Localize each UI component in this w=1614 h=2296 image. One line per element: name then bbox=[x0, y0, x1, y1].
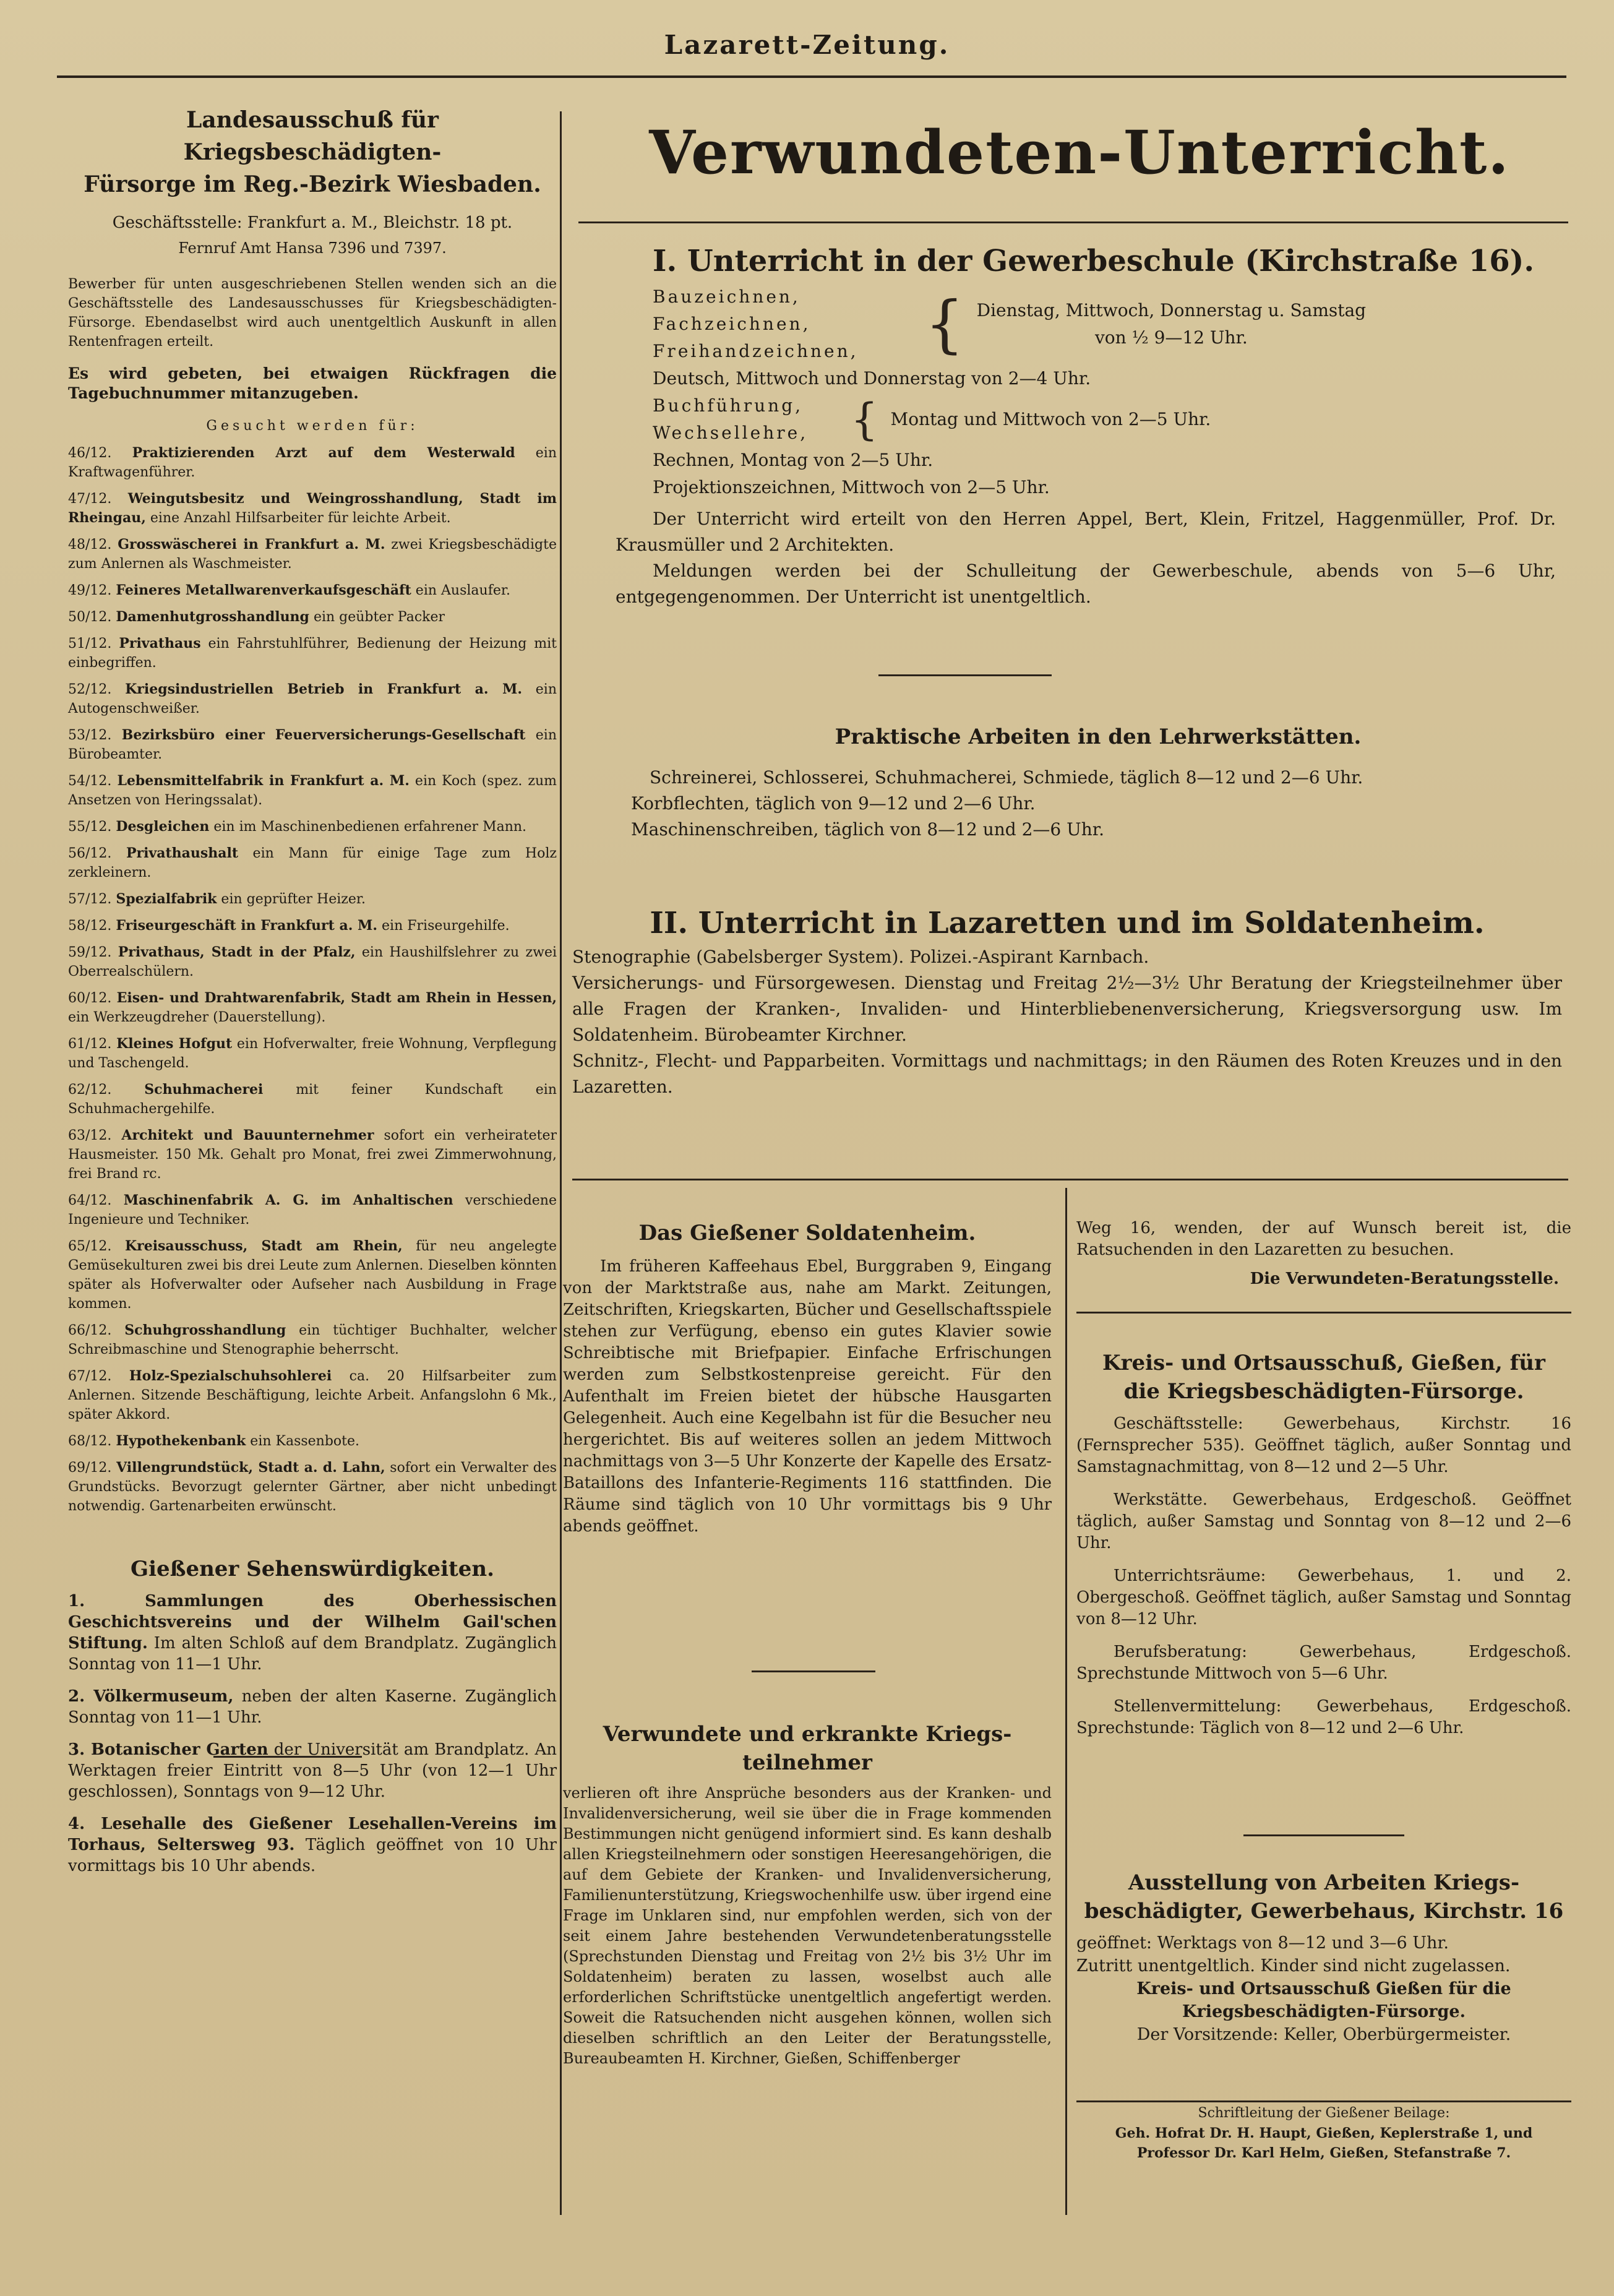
brace-icon: { bbox=[925, 288, 964, 360]
practical-line1: Schreinerei, Schlosserei, Schuhmacherei, Schmiede, täglich 8—12 und 2—6 Uhr. bbox=[650, 767, 1363, 788]
job-entry bbox=[68, 817, 557, 836]
kreis-werkstaette: Werkstätte. Gewerbehaus, Erdgeschoß. Geöffnet täglich, außer Samstag und Sonntag von 8—12 und 2—6 Uhr. bbox=[1076, 1490, 1571, 1552]
job-description: ein geprüfter Heizer. bbox=[217, 892, 366, 907]
job-number: 65/12. bbox=[68, 1239, 112, 1254]
masthead: Lazarett-Zeitung. bbox=[664, 30, 950, 60]
group1 bbox=[653, 283, 1556, 365]
left-phone: Fernruf Amt Hansa 7396 und 7397. bbox=[178, 239, 447, 257]
job-entry bbox=[68, 844, 557, 882]
redaktion-title: Schriftleitung der Gießener Beilage: bbox=[1198, 2105, 1450, 2121]
job-number: 49/12. bbox=[68, 583, 112, 598]
job-employer: Schuhmacherei bbox=[144, 1081, 264, 1098]
sights-list bbox=[68, 1591, 557, 1877]
job-entry bbox=[68, 916, 557, 935]
sight-name: 2. Völkermuseum, bbox=[68, 1687, 234, 1706]
practical-line2: Korbflechten, täglich von 9—12 und 2—6 Uhr. bbox=[631, 793, 1036, 814]
job-employer: Schuhgrosshandlung bbox=[124, 1322, 286, 1338]
job-number: 59/12. bbox=[68, 945, 112, 960]
ausstellung-title-line2: beschädigter, Gewerbehaus, Kirchstr. 16 bbox=[1084, 1899, 1564, 1924]
sights-title: Gießener Sehenswürdigkeiten. bbox=[131, 1557, 494, 1581]
job-entry bbox=[68, 726, 557, 764]
course-deutsch: Deutsch, Mittwoch und Donnerstag von 2—4 Uhr. bbox=[653, 368, 1091, 389]
sight-entry bbox=[68, 1686, 557, 1728]
redaktion-line2: Professor Dr. Karl Helm, Gießen, Stefanstraße 7. bbox=[1136, 2145, 1511, 2161]
left-column bbox=[68, 104, 557, 1877]
job-number: 48/12. bbox=[68, 537, 112, 553]
kreis-title bbox=[1076, 1349, 1571, 1406]
kreis-office: Geschäftsstelle: Gewerbehaus, Kirchstr. 16 (Fernsprecher 535). Geöffnet täglich, außer Sonntag und Samstagnachmittag, von 8—12 und 2—5 Uhr. bbox=[1076, 1414, 1571, 1476]
job-description: für neu angelegte Gemüsekulturen zwei bis drei Leute zum Anlernen. Dieselben könnten später als Hofverwalter oder Aufseher nach Ausbildung in Frage kommen. bbox=[68, 1239, 557, 1312]
job-employer: Bezirksbüro einer Feuerversicherungs-Gesellschaft bbox=[121, 727, 526, 743]
job-employer: Eisen- und Drahtwarenfabrik, Stadt am Rhein in Hessen, bbox=[116, 990, 557, 1006]
course-wechsellehre: Wechsellehre, bbox=[653, 423, 809, 443]
kreis-ausschuss bbox=[1076, 1349, 1571, 1739]
job-employer: Privathaushalt bbox=[126, 845, 239, 861]
practical-work bbox=[625, 724, 1571, 843]
job-description: ein Auslaufer. bbox=[411, 583, 510, 598]
job-entry bbox=[68, 680, 557, 718]
job-entry bbox=[68, 1458, 557, 1516]
stenography: Stenographie (Gabelsberger System). Polizei.-Aspirant Karnbach. bbox=[572, 947, 1149, 967]
sight-description: Im alten Schloß auf dem Brandplatz. Zugänglich Sonntag von 11—1 Uhr. bbox=[68, 1634, 557, 1674]
brace-icon: { bbox=[851, 394, 878, 445]
left-office: Geschäftsstelle: Frankfurt a. M., Bleichstr. 18 pt. bbox=[112, 213, 513, 232]
soldatenheim bbox=[563, 1219, 1052, 1537]
group1-time-line2: von ½ 9—12 Uhr. bbox=[1094, 327, 1248, 348]
soldatenheim-text: Im früheren Kaffeehaus Ebel, Burggraben 9, Eingang von der Marktstraße aus, nahe am Markt. Zeitungen, Zeitschriften, Kriegskarten, Bücher und Gesellschaftsspiele stehen zur Verfügung, ebenso ein gutes Klavier sowie Schreibtische mit Briefpapier. Einfache Erfrischungen werden zum Selbstkostenpreise gereicht. Für den Aufenthalt im Freien bietet der hübsche Hausgarten Gelegenheit. Auch eine Kegelbahn ist für die Besucher neu hergerichtet. Bis auf weiteres sollen an jedem Mittwoch nachmittags von 3—5 Uhr Konzerte der Kapelle des Ersatz-Bataillons des Infanterie-Regiments 116 stattfinden. Die Räume sind täglich von 10 Uhr vormittags bis 9 Uhr abends geöffnet. bbox=[563, 1257, 1052, 1536]
job-description: ein Mann für einige Tage zum Holz zerkleinern. bbox=[68, 846, 557, 880]
job-description: eine Anzahl Hilfsarbeiter für leichte Arbeit. bbox=[145, 510, 451, 526]
job-description: ein Kraftwagenführer. bbox=[68, 445, 557, 480]
job-entry bbox=[68, 1191, 557, 1229]
job-description: ein Friseurgehilfe. bbox=[377, 918, 510, 934]
rule-soldatenheim-end bbox=[752, 1670, 875, 1672]
job-entry bbox=[68, 890, 557, 909]
job-description: zwei Kriegsbeschädigte zum Anlernen als Waschmeister. bbox=[68, 537, 557, 572]
job-entry bbox=[68, 1321, 557, 1359]
job-entry bbox=[68, 1080, 557, 1119]
ausstellung-access: Zutritt unentgeltlich. Kinder sind nicht zugelassen. bbox=[1076, 1956, 1511, 1976]
job-entry bbox=[68, 535, 557, 574]
job-list bbox=[68, 444, 557, 1516]
sight-description: Täglich geöffnet von 10 Uhr vormittags bis 10 Uhr abends. bbox=[68, 1836, 557, 1875]
ausstellung-chair: Der Vorsitzende: Keller, Oberbürgermeister. bbox=[1136, 2025, 1511, 2044]
job-entry bbox=[68, 444, 557, 482]
sight-name: 1. Sammlungen des Oberhessischen Geschichtsvereins und der Wilhelm Gail'schen Stiftung. bbox=[68, 1592, 557, 1653]
continuation bbox=[1076, 1218, 1571, 1290]
verwundete-title-line2: teilnehmer bbox=[742, 1750, 872, 1775]
masthead-rule bbox=[57, 75, 1566, 78]
job-entry bbox=[68, 634, 557, 673]
practical-line3: Maschinenschreiben, täglich von 8—12 und 2—6 Uhr. bbox=[631, 819, 1104, 840]
verwundete-title bbox=[563, 1720, 1052, 1777]
verwundete bbox=[563, 1720, 1052, 2069]
job-employer: Feineres Metallwarenverkaufsgeschäft bbox=[116, 582, 411, 598]
job-number: 55/12. bbox=[68, 819, 112, 835]
continuation-text: Weg 16, wenden, der auf Wunsch bereit ist, die Ratsuchenden in den Lazaretten zu besuchen. bbox=[1076, 1219, 1571, 1259]
job-description: ein Fahrstuhlführer, Bedienung der Heizung mit einbegriffen. bbox=[68, 636, 557, 671]
job-number: 69/12. bbox=[68, 1460, 112, 1476]
job-description: ein Autogenschweißer. bbox=[68, 682, 557, 716]
job-entry bbox=[68, 1367, 557, 1424]
sight-name: 3. Botanischer Garten bbox=[68, 1740, 268, 1759]
job-entry bbox=[68, 489, 557, 528]
job-employer: Kriegsindustriellen Betrieb in Frankfurt a. M. bbox=[125, 681, 523, 697]
ausstellung-org-line1: Kreis- und Ortsausschuß Gießen für die bbox=[1136, 1979, 1511, 1998]
job-number: 68/12. bbox=[68, 1434, 112, 1449]
job-number: 63/12. bbox=[68, 1128, 112, 1143]
section-rule bbox=[572, 1179, 1568, 1180]
left-heading-line2: Fürsorge im Reg.-Bezirk Wiesbaden. bbox=[84, 171, 541, 197]
section-2 bbox=[572, 906, 1562, 1100]
ausstellung-title bbox=[1076, 1868, 1571, 1925]
job-number: 52/12. bbox=[68, 682, 112, 697]
job-employer: Hypothekenbank bbox=[116, 1433, 246, 1449]
redaktion bbox=[1076, 2104, 1571, 2163]
verwundete-title-line1: Verwundete und erkrankte Kriegs- bbox=[603, 1722, 1012, 1747]
job-description: ein Koch (spez. zum Ansetzen von Heringssalat). bbox=[68, 773, 557, 808]
job-description: ein Werkzeugdreher (Dauerstellung). bbox=[68, 1010, 326, 1025]
sight-description: neben der alten Kaserne. Zugänglich Sonntag von 11—1 Uhr. bbox=[68, 1687, 557, 1727]
course-rechnen: Rechnen, Montag von 2—5 Uhr. bbox=[653, 450, 934, 470]
job-employer: Villengrundstück, Stadt a. d. Lahn, bbox=[116, 1460, 385, 1476]
sight-name: 4. Lesehalle des Gießener Lesehallen-Vereins im Torhaus, Seltersweg 93. bbox=[68, 1815, 557, 1854]
section-2-title: II. Unterricht in Lazaretten und im Soldatenheim. bbox=[650, 906, 1485, 940]
job-entry bbox=[68, 989, 557, 1027]
job-employer: Architekt und Bauunternehmer bbox=[121, 1127, 374, 1143]
job-number: 54/12. bbox=[68, 773, 112, 789]
job-entry bbox=[68, 943, 557, 981]
registration: Meldungen werden bei der Schulleitung der Gewerbeschule, abends von 5—6 Uhr, entgegengenommen. Der Unterricht ist unentgeltlich. bbox=[616, 561, 1556, 607]
job-entry bbox=[68, 608, 557, 627]
job-entry bbox=[68, 1432, 557, 1451]
job-description: mit feiner Kundschaft ein Schuhmachergehilfe. bbox=[68, 1082, 557, 1117]
job-entry bbox=[68, 1034, 557, 1073]
kreis-title-line2: die Kriegsbeschädigten-Fürsorge. bbox=[1123, 1379, 1524, 1404]
rule-section1-end bbox=[878, 674, 1052, 676]
column-divider-left bbox=[560, 111, 562, 2215]
job-number: 61/12. bbox=[68, 1036, 112, 1052]
job-description: sofort ein Verwalter des Grundstücks. Bevorzugt gelernter Gärtner, aber nicht unbedingt notwendig. Gartenarbeiten erwünscht. bbox=[68, 1460, 557, 1514]
left-heading-line1: Landesausschuß für Kriegsbeschädigten- bbox=[183, 107, 442, 165]
job-employer: Weingutsbesitz und Weingrosshandlung, Stadt im Rheingau, bbox=[68, 491, 557, 526]
ausstellung-org-line2: Kriegsbeschädigten-Fürsorge. bbox=[1182, 2002, 1466, 2021]
job-description: verschiedene Ingenieure und Techniker. bbox=[68, 1193, 557, 1228]
sight-entry bbox=[68, 1813, 557, 1877]
left-heading bbox=[68, 104, 557, 200]
course-freihandzeichnen: Freihandzeichnen, bbox=[653, 341, 859, 361]
rule-ausstellung-end bbox=[1076, 2100, 1571, 2102]
job-employer: Damenhutgrosshandlung bbox=[116, 609, 309, 625]
ausstellung bbox=[1076, 1868, 1571, 2046]
sight-description: der Universität am Brandplatz. An Werktagen freier Eintritt von 8—5 Uhr (von 12—1 Uhr geschlossen), Sonntags von 9—12 Uhr. bbox=[68, 1740, 557, 1801]
job-description: ein geübter Packer bbox=[309, 609, 445, 625]
job-description: ein tüchtiger Buchhalter, welcher Schreibmaschine und Stenographie beherrscht. bbox=[68, 1323, 557, 1357]
course-buchfuehrung: Buchführung, bbox=[653, 395, 804, 416]
job-employer: Grosswäscherei in Frankfurt a. M. bbox=[118, 536, 385, 553]
kreis-stellen: Stellenvermittelung: Gewerbehaus, Erdgeschoß. Sprechstunde: Täglich von 8—12 und 2—6 Uhr. bbox=[1076, 1697, 1571, 1737]
left-sought: Gesucht werden für: bbox=[206, 418, 419, 434]
job-employer: Holz-Spezialschuhsohlerei bbox=[129, 1368, 332, 1384]
job-description: ca. 20 Hilfsarbeiter zum Anlernen. Sitzende Beschäftigung, leichte Arbeit. Anfangslohn 6 Mk., später Akkord. bbox=[68, 1369, 557, 1422]
crafts: Schnitz-, Flecht- und Papparbeiten. Vormittags und nachmittags; in den Räumen des Roten Kreuzes und in den Lazaretten. bbox=[572, 1051, 1562, 1097]
job-entry bbox=[68, 1126, 557, 1184]
job-number: 53/12. bbox=[68, 728, 112, 743]
job-number: 58/12. bbox=[68, 918, 112, 934]
job-entry bbox=[68, 772, 557, 810]
insurance: Versicherungs- und Fürsorgewesen. Dienstag und Freitag 2½—3½ Uhr Beratung der Kriegsteilnehmer über alle Fragen der Kranken-, Invaliden- und Hinterbliebenenversicherung, Kriegsversorgung usw. Im Soldatenheim. Bürobeamter Kirchner. bbox=[572, 973, 1562, 1045]
job-number: 62/12. bbox=[68, 1082, 112, 1098]
job-number: 57/12. bbox=[68, 892, 112, 907]
job-entry bbox=[68, 1237, 557, 1314]
ausstellung-title-line1: Ausstellung von Arbeiten Kriegs- bbox=[1128, 1870, 1520, 1895]
course-projektion: Projektionszeichnen, Mittwoch von 2—5 Uhr. bbox=[653, 477, 1050, 497]
left-intro: Bewerber für unten ausgeschriebenen Stellen wenden sich an die Geschäftsstelle des Landesausschusses für Kriegsbeschädigten-Fürsorge. Ebendaselbst wird auch unentgeltlich Auskunft in allen Rentenfragen erteilt. bbox=[68, 277, 557, 350]
course-bauzeichnen: Bauzeichnen, bbox=[653, 286, 801, 307]
column-divider-lower bbox=[1065, 1188, 1067, 2215]
rule-kreis-end bbox=[1243, 1834, 1404, 1836]
job-employer: Lebensmittelfabrik in Frankfurt a. M. bbox=[117, 773, 410, 789]
job-number: 64/12. bbox=[68, 1193, 112, 1208]
job-description: ein Hofverwalter, freie Wohnung, Verpflegung und Taschengeld. bbox=[68, 1036, 557, 1071]
title-rule bbox=[578, 221, 1568, 223]
group2-time: Montag und Mittwoch von 2—5 Uhr. bbox=[890, 409, 1211, 429]
job-number: 56/12. bbox=[68, 846, 112, 861]
job-description: ein im Maschinenbedienen erfahrener Mann. bbox=[209, 819, 527, 835]
job-employer: Privathaus, Stadt in der Pfalz, bbox=[118, 944, 356, 960]
course-fachzeichnen: Fachzeichnen, bbox=[653, 314, 811, 334]
job-employer: Maschinenfabrik A. G. im Anhaltischen bbox=[123, 1192, 453, 1208]
kreis-beruf: Berufsberatung: Gewerbehaus, Erdgeschoß. Sprechstunde Mittwoch von 5—6 Uhr. bbox=[1076, 1643, 1571, 1683]
main-title: Verwundeten-Unterricht. bbox=[649, 118, 1510, 187]
ausstellung-open: geöffnet: Werktags von 8—12 und 3—6 Uhr. bbox=[1076, 1933, 1449, 1953]
job-description: ein Haushilfslehrer zu zwei Oberrealschülern. bbox=[68, 945, 557, 979]
practical-title: Praktische Arbeiten in den Lehrwerkstätten. bbox=[835, 724, 1362, 749]
continuation-signature: Die Verwundeten-Beratungsstelle. bbox=[1250, 1270, 1559, 1288]
job-employer: Spezialfabrik bbox=[116, 891, 217, 907]
section-1 bbox=[616, 244, 1556, 610]
kreis-title-line1: Kreis- und Ortsausschuß, Gießen, für bbox=[1102, 1351, 1545, 1375]
rule-continuation-end bbox=[1076, 1312, 1571, 1314]
job-employer: Desgleichen bbox=[116, 819, 210, 835]
soldatenheim-title: Das Gießener Soldatenheim. bbox=[638, 1221, 976, 1245]
job-entry bbox=[68, 581, 557, 600]
teachers: Der Unterricht wird erteilt von den Herren Appel, Bert, Klein, Fritzel, Haggenmüller, Prof. Dr. Krausmüller und 2 Architekten. bbox=[616, 509, 1556, 555]
job-number: 51/12. bbox=[68, 636, 112, 651]
section-1-title: I. Unterricht in der Gewerbeschule (Kirchstraße 16). bbox=[653, 244, 1535, 278]
sight-entry bbox=[68, 1591, 557, 1675]
kreis-unterricht: Unterrichtsräume: Gewerbehaus, 1. und 2. Obergeschoß. Geöffnet täglich, außer Samstag und Sonntag von 8—12 Uhr. bbox=[1076, 1567, 1571, 1628]
verwundete-text: verlieren oft ihre Ansprüche besonders aus der Kranken- und Invalidenversicherung, weil sie über die in Frage kommenden Bestimmungen nicht genügend informiert sind. Es kann deshalb allen Kriegsteilnehmern oder sonstigen Heeresangehörigen, die auf dem Gebiete der Kranken- und Invalidenversicherung, Familienunterstützung, Kriegswochenhilfe usw. über irgend eine Frage im Unklaren sind, nur empfohlen werden, sich von der seit einem Jahre bestehenden Verwundetenberatungsstelle (Sprechstunden Dienstag und Freitag von 2½ bis 3½ Uhr im Soldatenheim) beraten zu lassen, woselbst auch alle erforderlichen Schriftstücke unentgeltlich angefertigt werden. Soweit die Ratsuchenden nicht ausgehen können, wollen sich dieselben schriftlich an den Leiter der Beratungsstelle, Bureaubeamten H. Kirchner, Gießen, Schiffenberger bbox=[563, 1784, 1052, 2067]
job-employer: Kleines Hofgut bbox=[116, 1036, 233, 1052]
job-number: 67/12. bbox=[68, 1369, 112, 1384]
sight-entry bbox=[68, 1739, 557, 1802]
redaktion-line1: Geh. Hofrat Dr. H. Haupt, Gießen, Keplerstraße 1, und bbox=[1115, 2125, 1533, 2141]
job-number: 66/12. bbox=[68, 1323, 112, 1338]
group1-time-line1: Dienstag, Mittwoch, Donnerstag u. Samstag bbox=[976, 300, 1367, 320]
job-description: ein Kassenbote. bbox=[246, 1434, 360, 1449]
group2 bbox=[653, 392, 1556, 447]
job-number: 50/12. bbox=[68, 609, 112, 625]
job-description: ein Bürobeamter. bbox=[68, 728, 557, 762]
job-number: 47/12. bbox=[68, 491, 112, 507]
job-number: 60/12. bbox=[68, 991, 112, 1006]
job-number: 46/12. bbox=[68, 445, 112, 461]
job-employer: Privathaus bbox=[119, 635, 201, 651]
job-employer: Praktizierenden Arzt auf dem Westerwald bbox=[132, 445, 515, 461]
job-description: sofort ein verheirateter Hausmeister. 150 Mk. Gehalt pro Monat, frei zwei Zimmerwohnung, frei Brand rc. bbox=[68, 1128, 557, 1182]
left-request: Es wird gebeten, bei etwaigen Rückfragen die Tagebuchnummer mitanzugeben. bbox=[68, 364, 557, 402]
job-employer: Kreisausschuss, Stadt am Rhein, bbox=[124, 1238, 403, 1254]
job-employer: Friseurgeschäft in Frankfurt a. M. bbox=[116, 918, 378, 934]
